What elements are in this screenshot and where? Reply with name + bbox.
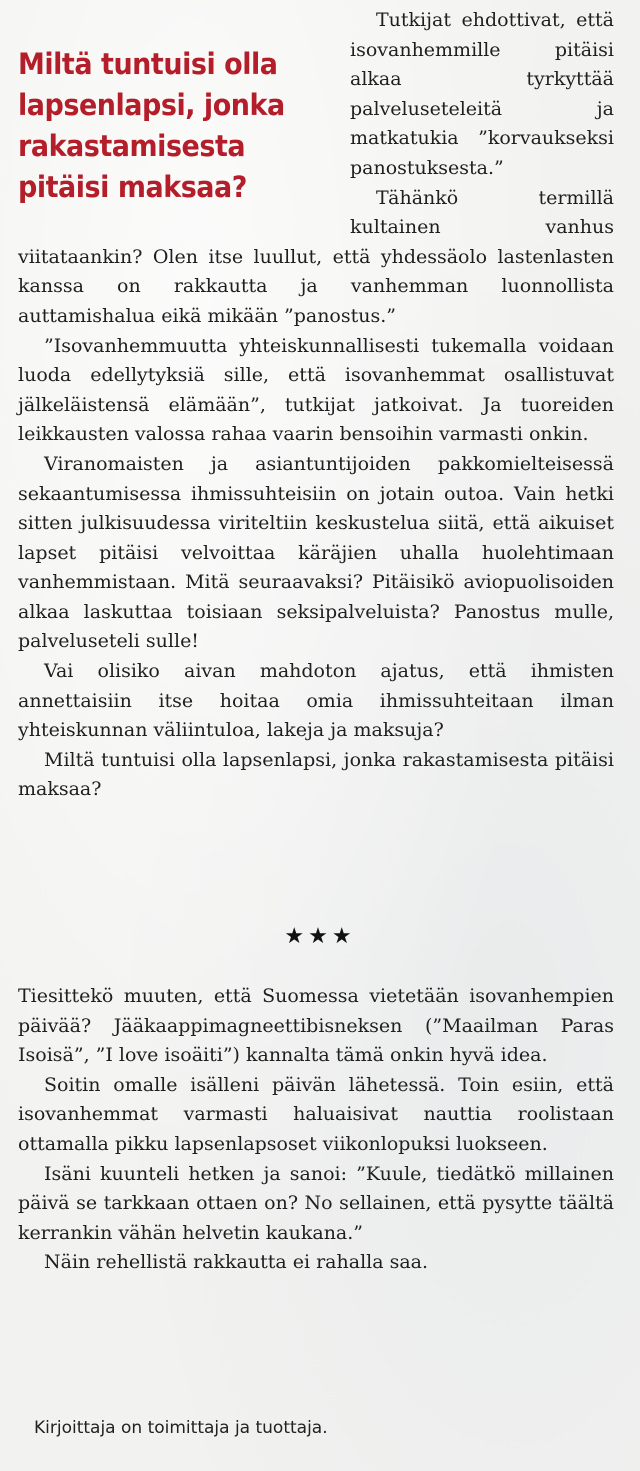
section2-paragraph-4: Näin rehellistä rakkautta ei rahalla saa. (44, 1251, 429, 1274)
second-section (18, 982, 614, 1278)
section2-paragraph-2: Soitin omalle isälleni päivän lähetessä. Toin esiin, että isovanhemmat varmasti haluaisivat nauttia roolistaan ottamalla pikku lapsenlapsoset viikonlopuksi luokseen. (18, 1073, 614, 1155)
section-separator: ★★★ (284, 924, 356, 949)
paragraph-2: Tähänkö termillä kultainen vanhus viitataankin? Olen itse luullut, että yhdessäolo lastenlasten kanssa on rakkautta ja vanhemman luonnollista auttamishalua eikä mikään ”panostus.” (18, 186, 614, 327)
paragraph-4: Viranomaisten ja asiantuntijoiden pakkomielteisessä sekaantumisessa ihmissuhteisiin on jotain outoa. Vain hetki sitten julkisuudessa viriteltiin keskustelua siitä, että aikuiset lapset pitäisi velvoittaa käräjien uhalla huolehtimaan vanhemmistaan. Mitä seuraavaksi? Pitäisikö aviopuolisoiden alkaa laskuttaa toisiaan seksipalveluista? Panostus mulle, palveluseteli sulle! (18, 452, 614, 653)
paragraph-3: ”Isovanhemmuutta yhteiskunnallisesti tukemalla voidaan luoda edellytyksiä sille, että isovanhemmat osallistuvat jälkeläistensä elämään”, tutkijat jatkoivat. Ja tuoreiden leikkausten valossa rahaa vaarin bensoihin varmasti onkin. (18, 334, 614, 446)
article-body (18, 6, 614, 805)
section2-paragraph-3: Isäni kuunteli hetken ja sanoi: ”Kuule, tiedätkö millainen päivä se tarkkaan ottaen on? No sellainen, että pysytte täältä kerrankin vähän helvetin kaukana.” (18, 1162, 614, 1244)
author-note: Kirjoittaja on toimittaja ja tuottaja. (34, 1418, 328, 1438)
paragraph-6: Miltä tuntuisi olla lapsenlapsi, jonka rakastamisesta pitäisi maksaa? (18, 748, 614, 801)
section2-paragraph-1: Tiesittekö muuten, että Suomessa vietetään isovanhempien päivää? Jääkaappimagneettibisneksen (”Maailman Paras Isoisä”, ”I love isoäiti”) kannalta tämä onkin hyvä idea. (18, 985, 614, 1067)
paragraph-1: Tutkijat ehdottivat, että isovanhemmille pitäisi alkaa tyrkyttää palveluseteleitä ja matkatukia ”korvaukseksi panostuksesta.” (350, 9, 614, 179)
paragraph-5: Vai olisiko aivan mahdoton ajatus, että ihmisten annettaisiin itse hoitaa omia ihmissuhteitaan ilman yhteiskunnan väliintuloa, lakeja ja maksuja? (18, 660, 614, 742)
pull-quote: Miltä tuntuisi olla lapsenlapsi, jonka rakastamisesta pitäisi maksaa? (18, 47, 285, 204)
